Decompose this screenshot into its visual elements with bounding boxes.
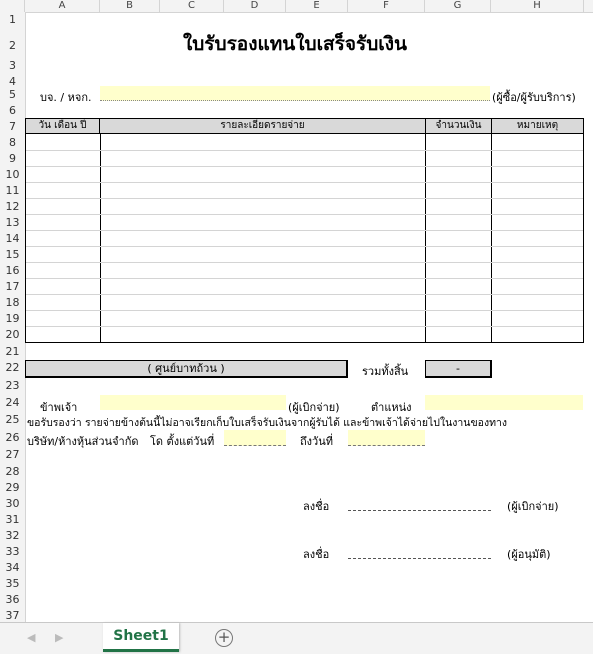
row-header[interactable]: 21 xyxy=(5,345,20,358)
total-value-box: - xyxy=(425,360,492,378)
row-header[interactable]: 9 xyxy=(9,152,16,165)
row-header[interactable]: 24 xyxy=(5,396,20,409)
row-header[interactable]: 8 xyxy=(9,136,16,149)
row-header[interactable]: 15 xyxy=(5,248,20,261)
payer-signature-line[interactable] xyxy=(348,497,491,511)
signature-label: ลงชื่อ xyxy=(303,500,330,513)
company-name-field[interactable] xyxy=(100,86,490,101)
approver-role-label: (ผู้อนุมัติ) xyxy=(507,548,551,561)
column-header-e[interactable]: E xyxy=(286,0,348,12)
row-header[interactable]: 13 xyxy=(5,216,20,229)
position-field[interactable] xyxy=(425,395,583,410)
sheet-tab-sheet1[interactable]: Sheet1 xyxy=(103,623,179,652)
row-header[interactable]: 27 xyxy=(5,448,20,461)
column-header-f[interactable]: F xyxy=(348,0,425,12)
row-header[interactable]: 30 xyxy=(5,497,20,510)
row-header[interactable]: 5 xyxy=(9,88,16,101)
row-header[interactable]: 14 xyxy=(5,232,20,245)
column-header-c[interactable]: C xyxy=(160,0,224,12)
row-header[interactable]: 23 xyxy=(5,379,20,392)
end-date-field[interactable] xyxy=(348,430,425,446)
row-header[interactable]: 22 xyxy=(5,361,20,374)
row-header[interactable]: 4 xyxy=(9,75,16,88)
row-header[interactable]: 10 xyxy=(5,168,20,181)
row-header[interactable]: 12 xyxy=(5,200,20,213)
row-header[interactable]: 28 xyxy=(5,465,20,478)
total-label: รวมทั้งสิ้น xyxy=(362,365,409,378)
row-header[interactable]: 29 xyxy=(5,481,20,494)
company-prefix: บริษัท/ห้างหุ้นส่วนจำกัด xyxy=(27,435,139,448)
amount-column-header: จำนวนเงิน xyxy=(425,118,492,134)
description-column-header: รายละเอียดรายจ่าย xyxy=(99,118,426,134)
payer-role-label: (ผู้เบิกจ่าย) xyxy=(507,500,559,513)
row-header[interactable]: 18 xyxy=(5,296,20,309)
start-date-field[interactable] xyxy=(224,430,286,446)
since-label: โด ตั้งแต่วันที่ xyxy=(150,435,215,448)
remarks-column-header: หมายเหตุ xyxy=(491,118,584,134)
row-header[interactable]: 33 xyxy=(5,545,20,558)
column-header-g[interactable]: G xyxy=(425,0,491,12)
i-label: ข้าพเจ้า xyxy=(40,401,78,414)
row-header[interactable]: 16 xyxy=(5,264,20,277)
row-header[interactable]: 26 xyxy=(5,431,20,444)
prev-sheet-icon[interactable]: ◀ xyxy=(27,631,36,644)
row-header[interactable]: 20 xyxy=(5,328,20,341)
row-header[interactable]: 31 xyxy=(5,513,20,526)
column-header-bar xyxy=(0,0,593,13)
column-header-h[interactable]: H xyxy=(491,0,584,12)
signature-label: ลงชื่อ xyxy=(303,548,330,561)
column-header-b[interactable]: B xyxy=(100,0,160,12)
row-header[interactable]: 32 xyxy=(5,529,20,542)
row-header[interactable]: 25 xyxy=(5,413,20,426)
position-label: ตำแหน่ง xyxy=(371,401,412,414)
payer-label: (ผู้เบิกจ่าย) xyxy=(288,401,340,414)
row-header[interactable]: 19 xyxy=(5,312,20,325)
next-sheet-icon[interactable]: ▶ xyxy=(55,631,64,644)
column-header-a[interactable]: A xyxy=(25,0,100,12)
column-header-d[interactable]: D xyxy=(224,0,286,12)
payer-name-field[interactable] xyxy=(100,395,286,410)
form-title: ใบรับรองแทนใบเสร็จรับเงิน xyxy=(182,33,408,55)
approver-signature-line[interactable] xyxy=(348,545,491,559)
row-header[interactable]: 6 xyxy=(9,104,16,117)
company-label: บจ. / หจก. xyxy=(40,91,92,104)
amount-in-words-box: ( ศูนย์บาทถ้วน ) xyxy=(25,360,348,378)
sheet-tab-bar xyxy=(0,622,593,654)
date-column-header: วัน เดือน ปี xyxy=(25,118,100,134)
row-header-bar xyxy=(0,12,26,622)
row-header[interactable]: 1 xyxy=(9,13,16,26)
expense-table-body[interactable] xyxy=(25,134,584,343)
row-header[interactable]: 36 xyxy=(5,593,20,606)
select-all-corner[interactable] xyxy=(0,0,25,12)
row-header[interactable]: 3 xyxy=(9,59,16,72)
payee-label: (ผู้ซื้อ/ผู้รับบริการ) xyxy=(492,91,576,104)
row-header[interactable]: 11 xyxy=(5,184,20,197)
row-header[interactable]: 7 xyxy=(9,120,16,133)
row-header[interactable]: 37 xyxy=(5,609,20,622)
certification-text: ขอรับรองว่า รายจ่ายข้างต้นนี้ไม่อาจเรียกเก็บใบเสร็จรับเงินจากผู้รับได้ และข้าพเจ้าได้จ่ายไปในงานของทาง xyxy=(27,417,508,429)
row-header[interactable]: 17 xyxy=(5,280,20,293)
row-header[interactable]: 2 xyxy=(9,39,16,52)
until-label: ถึงวันที่ xyxy=(300,435,333,448)
row-header[interactable]: 35 xyxy=(5,577,20,590)
row-header[interactable]: 34 xyxy=(5,561,20,574)
add-sheet-icon[interactable]: + xyxy=(215,629,233,647)
